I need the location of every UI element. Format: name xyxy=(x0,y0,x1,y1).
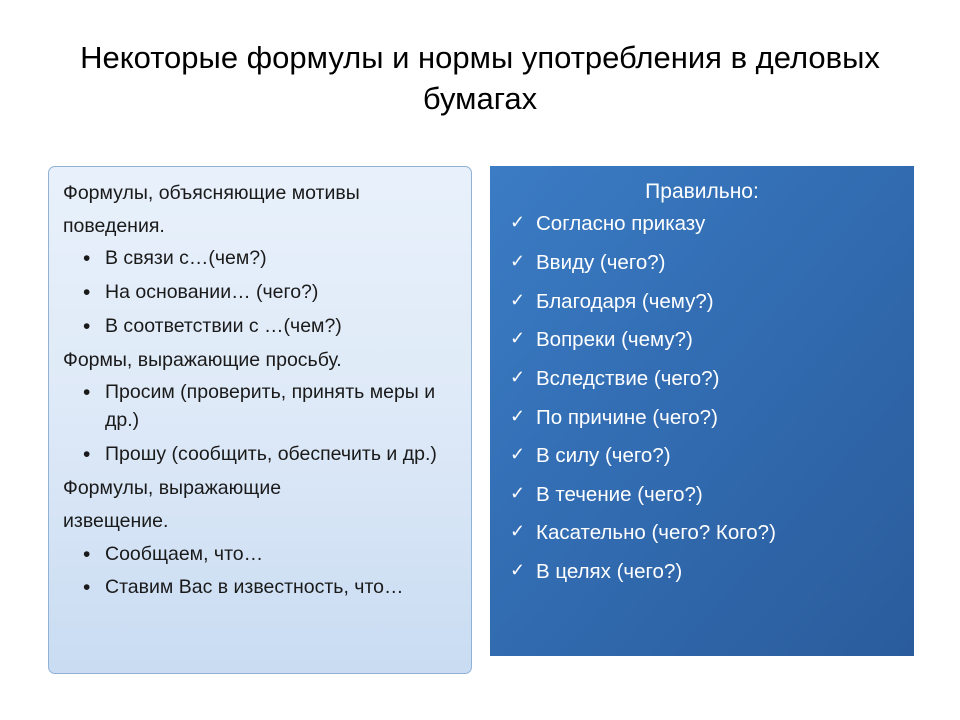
list-item xyxy=(500,250,904,277)
paragraph: поведения. xyxy=(63,215,165,238)
list-item-label: В соответствии с …(чем?) xyxy=(105,314,342,337)
check-icon: ✓ xyxy=(510,560,526,581)
list-item-label: В связи с…(чем?) xyxy=(105,247,267,270)
bullet-icon: • xyxy=(83,381,91,405)
list-item xyxy=(500,211,904,238)
list-item xyxy=(61,541,457,569)
check-icon: ✓ xyxy=(510,289,526,310)
correct-usage-heading: Правильно: xyxy=(645,180,759,203)
list-item xyxy=(500,559,904,586)
page-title: Некоторые формулы и нормы употребления в деловых бумагах xyxy=(80,40,880,116)
bullet-icon: • xyxy=(83,247,91,271)
formulas-list xyxy=(61,179,457,602)
list-item xyxy=(500,443,904,470)
list-item-label: В силу (чего?) xyxy=(536,444,671,468)
list-item-label: Вопреки (чему?) xyxy=(536,328,693,352)
list-item-label: В целях (чего?) xyxy=(536,560,683,584)
list-item xyxy=(500,327,904,354)
list-item-label: Ставим Вас в известность, что… xyxy=(105,576,404,599)
list-item xyxy=(61,574,457,602)
list-item-label: Прошу (сообщить, обеспечить и др.) xyxy=(105,442,437,465)
list-item xyxy=(61,279,457,307)
list-item xyxy=(500,405,904,432)
check-icon: ✓ xyxy=(510,405,526,426)
paragraph: Формы, выражающие просьбу. xyxy=(63,349,342,372)
paragraph: извещение. xyxy=(63,510,169,533)
list-item xyxy=(61,379,457,434)
list-item-label: В течение (чего?) xyxy=(536,482,703,506)
list-item xyxy=(61,245,457,273)
bullet-icon: • xyxy=(83,442,91,466)
check-icon: ✓ xyxy=(510,521,526,542)
list-item-label: Согласно приказу xyxy=(536,212,706,236)
paragraph: Формулы, выражающие xyxy=(63,477,282,500)
list-item-label: Вследствие (чего?) xyxy=(536,366,720,390)
correct-usage-panel xyxy=(490,166,914,656)
correct-usage-list xyxy=(500,211,904,585)
check-icon: ✓ xyxy=(510,482,526,503)
list-item xyxy=(500,482,904,509)
list-item xyxy=(61,441,457,469)
check-icon: ✓ xyxy=(510,366,526,387)
check-icon: ✓ xyxy=(510,328,526,349)
list-item xyxy=(500,289,904,316)
paragraph: Формулы, объясняющие мотивы xyxy=(63,182,360,204)
check-icon: ✓ xyxy=(510,212,526,233)
list-item xyxy=(500,520,904,547)
bullet-icon: • xyxy=(83,314,91,338)
bullet-icon: • xyxy=(83,542,91,566)
formulas-panel xyxy=(48,166,472,674)
list-item xyxy=(61,313,457,341)
bullet-icon: • xyxy=(83,280,91,304)
check-icon: ✓ xyxy=(510,250,526,271)
list-item-label: Благодаря (чему?) xyxy=(536,289,714,313)
bullet-icon: • xyxy=(83,576,91,600)
list-item-label: По причине (чего?) xyxy=(536,405,718,429)
list-item-label: Просим (проверить, принять меры и др.) xyxy=(105,381,436,431)
list-item-label: Сообщаем, что… xyxy=(105,542,264,565)
list-item-label: Касательно (чего? Кого?) xyxy=(536,521,776,545)
check-icon: ✓ xyxy=(510,444,526,465)
list-item-label: На основании… (чего?) xyxy=(105,280,319,303)
list-item-label: Ввиду (чего?) xyxy=(536,250,666,274)
list-item xyxy=(500,366,904,393)
